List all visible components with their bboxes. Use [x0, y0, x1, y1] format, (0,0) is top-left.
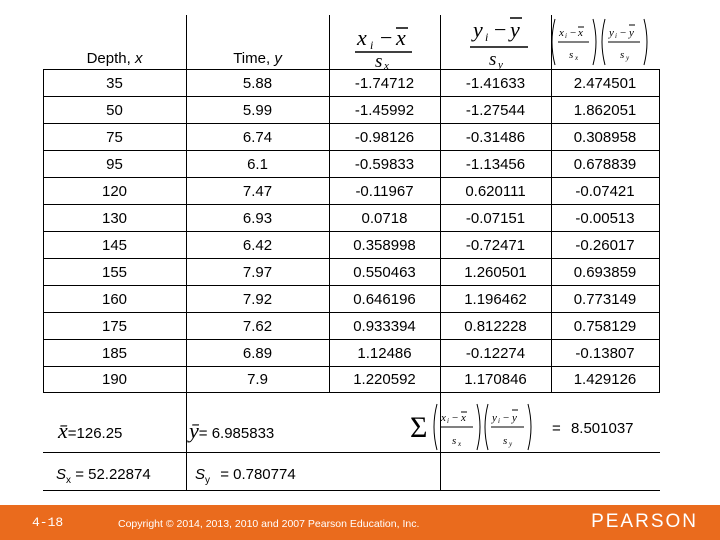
cell-zx: -0.11967 [355, 183, 414, 200]
cell-product: 2.474501 [573, 75, 637, 92]
cell-time: 5.99 [242, 102, 273, 119]
cell-zx: 0.550463 [353, 264, 416, 281]
cell-time: 5.88 [242, 75, 273, 92]
cell-product: 0.758129 [573, 318, 637, 335]
svg-text:y: y [509, 440, 513, 448]
svg-text:x: x [575, 54, 579, 62]
cell-zy: -0.07151 [465, 210, 526, 227]
ybar-value: = 6.985833 [198, 425, 275, 442]
cell-depth: 160 [101, 291, 128, 308]
cell-zy: 1.170846 [464, 371, 527, 388]
svg-text:x: x [441, 412, 446, 424]
svg-text:−: − [503, 412, 510, 424]
svg-text:−: − [494, 17, 507, 42]
svg-text:−: − [620, 27, 627, 39]
header-time-label: Time, [233, 50, 275, 67]
cell-time: 7.62 [242, 318, 273, 335]
cell-zy: 1.196462 [464, 291, 527, 308]
svg-text:x: x [559, 27, 564, 39]
cell-product: 1.429126 [573, 371, 637, 388]
svg-text:i: i [498, 417, 500, 425]
cell-depth: 95 [106, 156, 123, 173]
sum-value: 8.501037 [570, 420, 634, 437]
cell-depth: 185 [101, 345, 128, 362]
svg-text:x: x [357, 25, 367, 50]
header-zy-formula [441, 13, 551, 69]
cell-zy: 0.620111 [465, 183, 526, 200]
cell-zy: -1.13456 [465, 156, 526, 173]
cell-zy: -1.27544 [465, 102, 526, 119]
cell-zy: -0.72471 [465, 237, 526, 254]
header-time [186, 50, 329, 67]
cell-zx: 0.0718 [361, 210, 408, 227]
sy-value: = 0.780774 [220, 466, 296, 483]
svg-text:s: s [569, 49, 574, 61]
cell-product: -0.26017 [575, 237, 635, 254]
sy-sub: y [205, 475, 211, 486]
cell-time: 7.47 [242, 183, 273, 200]
ybar-symbol: ȳ [189, 418, 199, 443]
cell-zx: -1.74712 [354, 75, 415, 92]
sy-summary [195, 466, 296, 486]
sum-equals: = [552, 420, 561, 437]
cell-time: 7.9 [247, 371, 268, 388]
cell-time: 7.92 [242, 291, 273, 308]
cell-depth: 35 [106, 75, 123, 92]
svg-text:i: i [370, 38, 374, 52]
header-depth [43, 50, 186, 67]
svg-text:i: i [447, 417, 449, 425]
sy-label: S [195, 466, 206, 483]
slide-number: 4-18 [32, 515, 64, 530]
copyright-text: Copyright © 2014, 2013, 2010 and 2007 Pearson Education, Inc. [118, 518, 420, 530]
svg-text:−: − [452, 412, 459, 424]
cell-depth: 75 [106, 129, 123, 146]
svg-text:y: y [626, 54, 630, 62]
cell-depth: 120 [101, 183, 128, 200]
svg-text:x: x [461, 412, 466, 424]
cell-product: 1.862051 [573, 102, 637, 119]
pearson-logo: PEARSON [591, 511, 698, 532]
cell-product: -0.07421 [575, 183, 635, 200]
svg-text:s: s [503, 435, 508, 447]
cell-time: 6.42 [242, 237, 273, 254]
cell-time: 6.93 [242, 210, 273, 227]
sum-formula [410, 400, 555, 452]
svg-text:y: y [510, 17, 520, 42]
cell-zy: 0.812228 [464, 318, 527, 335]
cell-depth: 175 [101, 318, 128, 335]
cell-product: 0.693859 [573, 264, 637, 281]
svg-text:i: i [615, 32, 617, 40]
svg-text:−: − [570, 27, 577, 39]
cell-depth: 145 [101, 237, 128, 254]
cell-zx: 0.358998 [353, 237, 416, 254]
sum-result [552, 420, 634, 437]
cell-zx: -0.59833 [354, 156, 415, 173]
svg-text:s: s [489, 49, 497, 69]
cell-zx: -1.45992 [354, 102, 415, 119]
svg-text:x: x [458, 440, 462, 448]
ybar-summary [189, 418, 274, 444]
svg-text:s: s [375, 51, 383, 69]
svg-text:y: y [512, 412, 517, 424]
cell-zy: -1.41633 [465, 75, 526, 92]
cell-depth: 130 [101, 210, 128, 227]
svg-text:−: − [380, 25, 393, 50]
svg-text:y: y [629, 27, 634, 39]
xbar-value: =126.25 [67, 425, 123, 442]
svg-text:i: i [485, 30, 489, 44]
sx-value: = 52.22874 [75, 466, 151, 483]
sx-label: S [56, 466, 67, 483]
svg-text:x: x [384, 60, 389, 69]
cell-time: 6.89 [242, 345, 273, 362]
header-product-formula [547, 16, 667, 68]
cell-zx: 0.646196 [353, 291, 416, 308]
cell-depth: 190 [101, 371, 128, 388]
svg-text:y: y [498, 59, 503, 69]
cell-depth: 50 [106, 102, 123, 119]
cell-zy: -0.12274 [465, 345, 526, 362]
svg-text:y: y [609, 27, 614, 39]
svg-text:Σ: Σ [410, 411, 428, 444]
svg-text:y: y [492, 412, 497, 424]
cell-time: 6.74 [242, 129, 273, 146]
svg-text:i: i [565, 32, 567, 40]
svg-text:s: s [620, 49, 625, 61]
header-depth-var: x [134, 50, 143, 67]
cell-product: -0.13807 [575, 345, 635, 362]
cell-zx: 1.12486 [357, 345, 412, 362]
cell-time: 7.97 [242, 264, 273, 281]
sx-summary [56, 466, 151, 486]
footer-bar [0, 505, 720, 540]
cell-product: 0.678839 [573, 156, 637, 173]
cell-product: 0.773149 [573, 291, 637, 308]
cell-zy: 1.260501 [464, 264, 527, 281]
svg-text:s: s [452, 435, 457, 447]
cell-product: 0.308958 [573, 129, 637, 146]
cell-time: 6.1 [247, 156, 268, 173]
header-time-var: y [274, 50, 282, 67]
svg-text:x: x [578, 27, 583, 39]
xbar-summary [58, 418, 122, 444]
cell-zx: -0.98126 [354, 129, 415, 146]
cell-zy: -0.31486 [465, 129, 526, 146]
header-zx-formula [330, 15, 440, 69]
xbar-symbol: x̄ [58, 418, 68, 443]
svg-text:y: y [473, 17, 483, 42]
cell-product: -0.00513 [575, 210, 635, 227]
svg-text:x: x [396, 25, 406, 50]
cell-zx: 0.933394 [353, 318, 416, 335]
sx-sub: x [66, 475, 72, 486]
cell-depth: 155 [101, 264, 128, 281]
cell-zx: 1.220592 [353, 371, 416, 388]
header-depth-label: Depth, [86, 50, 135, 67]
